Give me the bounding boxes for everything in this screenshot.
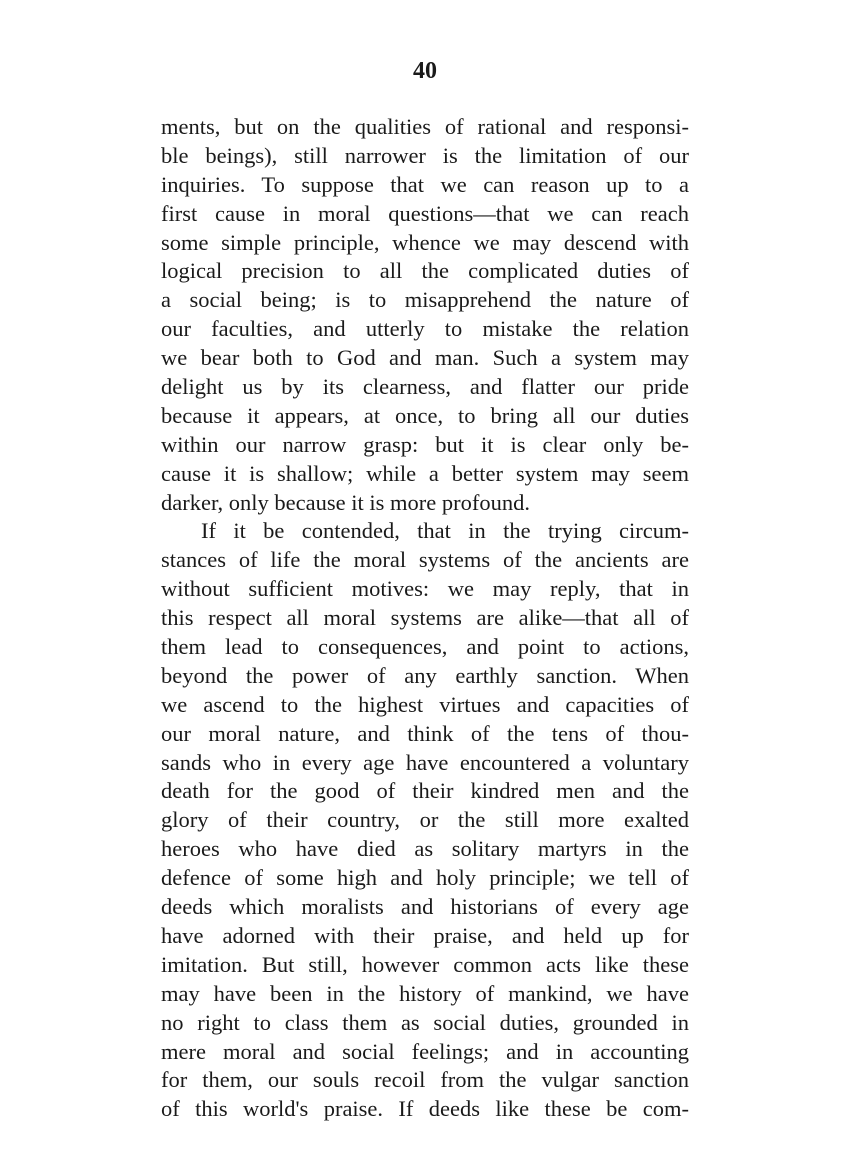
text-line: our moral nature, and think of the tens of thou-	[161, 720, 689, 746]
text-line: we bear both to God and man. Such a system may	[161, 345, 689, 371]
text-line: sands who in every age have encountered a voluntary	[161, 749, 689, 775]
paragraph-end-line: darker, only because it is more profound.	[161, 489, 530, 515]
text-line: cause it is shallow; while a better system may seem	[161, 460, 689, 486]
text-line: defence of some high and holy principle; we tell of	[161, 865, 689, 891]
text-line: mere moral and social feelings; and in accounting	[161, 1038, 689, 1064]
text-line: within our narrow grasp: but it is clear only be-	[161, 431, 689, 457]
text-line: this respect all moral systems are alike—that all of	[161, 605, 689, 631]
text-line: for them, our souls recoil from the vulgar sanction	[161, 1067, 689, 1093]
text-line: beyond the power of any earthly sanction. When	[161, 662, 689, 688]
text-line: glory of their country, or the still more exalted	[161, 807, 689, 833]
body-text	[161, 113, 689, 1124]
text-line: death for the good of their kindred men and the	[161, 778, 689, 804]
text-line: first cause in moral questions—that we can reach	[161, 200, 689, 226]
text-line: no right to class them as social duties, grounded in	[161, 1009, 689, 1035]
text-line: ments, but on the qualities of rational and responsi-	[161, 114, 689, 139]
text-line: may have been in the history of mankind, we have	[161, 980, 689, 1006]
text-line: because it appears, at once, to bring all our duties	[161, 402, 689, 428]
text-line: delight us by its clearness, and flatter our pride	[161, 374, 689, 400]
text-line: some simple principle, whence we may descend with	[161, 229, 689, 255]
text-line: our faculties, and utterly to mistake the relation	[161, 316, 689, 342]
text-line: logical precision to all the complicated duties of	[161, 258, 689, 284]
text-line: deeds which moralists and historians of every age	[161, 894, 689, 920]
text-line: imitation. But still, however common acts like these	[161, 951, 689, 977]
text-line: have adorned with their praise, and held up for	[161, 922, 689, 948]
text-line: heroes who have died as solitary martyrs in the	[161, 836, 689, 862]
text-line: ble beings), still narrower is the limitation of our	[161, 142, 689, 168]
text-line: them lead to consequences, and point to actions,	[161, 634, 689, 660]
text-line: of this world's praise. If deeds like these be com-	[161, 1096, 689, 1122]
text-line: a social being; is to misapprehend the nature of	[161, 287, 689, 313]
paragraph-start-line: If it be contended, that in the trying circum-	[201, 518, 689, 544]
text-line: stances of life the moral systems of the ancients are	[161, 547, 689, 573]
text-line: inquiries. To suppose that we can reason up to a	[161, 171, 689, 197]
page-number: 40	[413, 58, 437, 84]
text-line: we ascend to the highest virtues and capacities of	[161, 691, 689, 717]
text-line: without sufficient motives: we may reply, that in	[161, 576, 689, 602]
